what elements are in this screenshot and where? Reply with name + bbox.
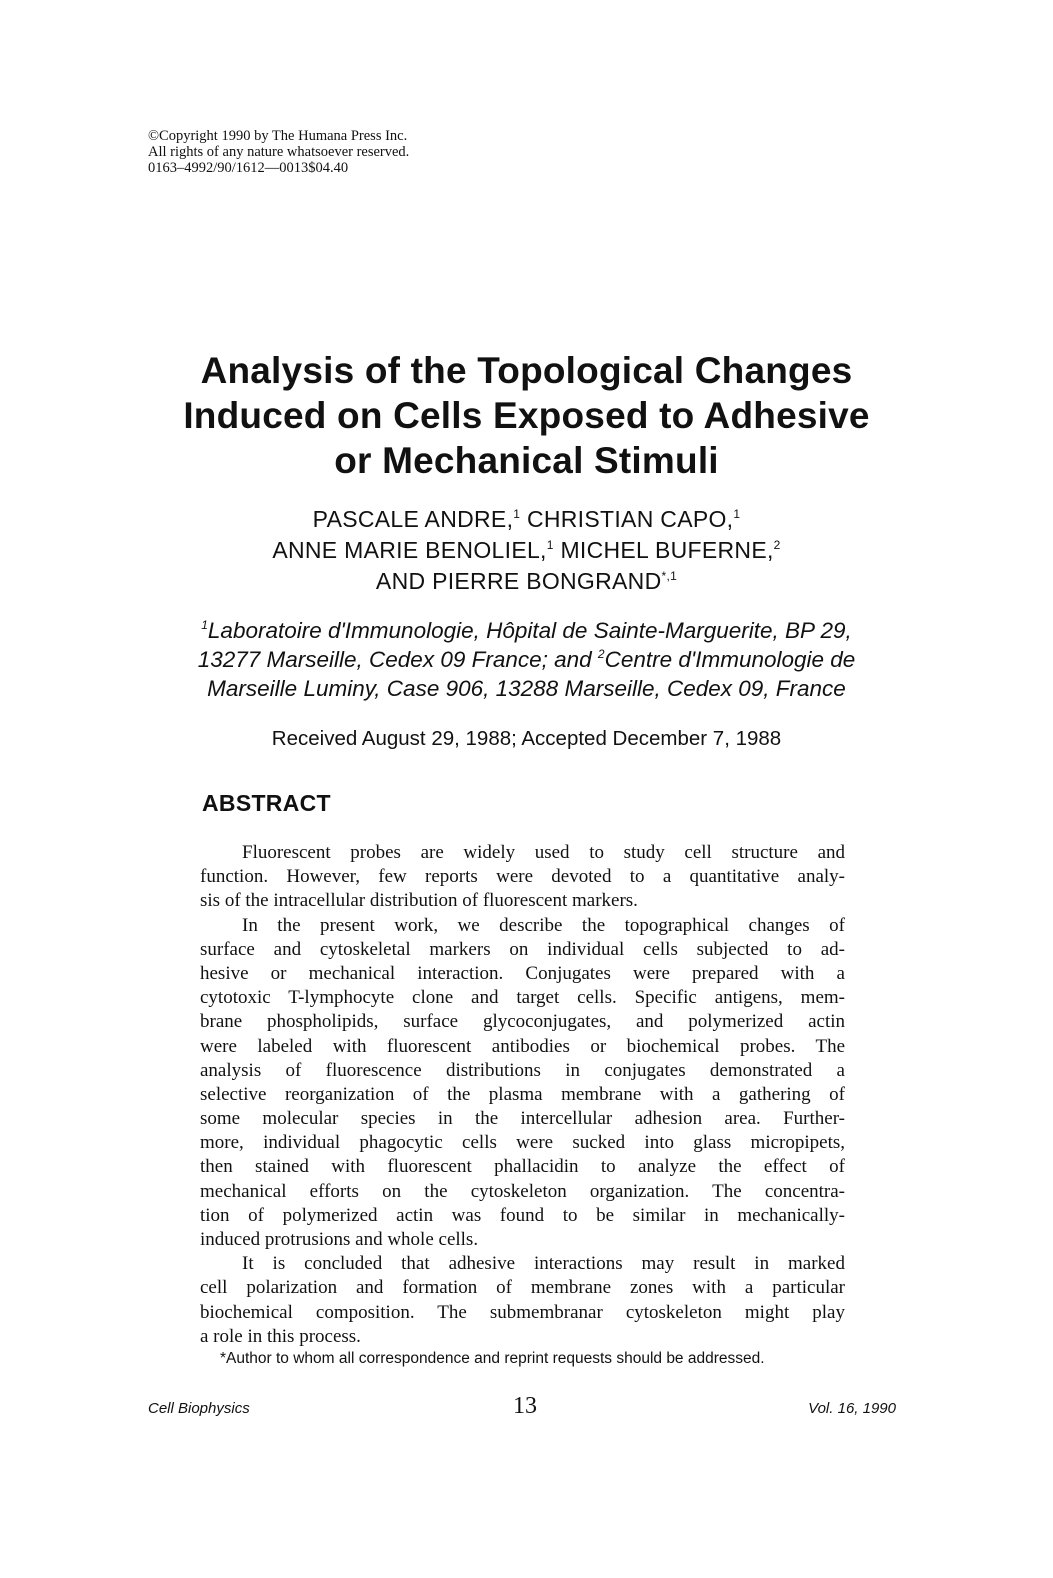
affiliation-marker: 1 [546, 538, 554, 552]
author-line [100, 535, 953, 566]
abstract-line: a role in this process. [200, 1325, 361, 1347]
abstract-line: It is concluded that adhesive interactions may result in marked [242, 1253, 845, 1275]
abstract-line: tion of polymerized actin was found to be similar in mechanically- [200, 1204, 845, 1226]
affiliations [100, 616, 953, 703]
abstract-line: cytotoxic T-lymphocyte clone and target cells. Specific antigens, mem- [200, 987, 845, 1009]
journal-name: Cell Biophysics [148, 1400, 250, 1417]
copyright-line: All rights of any nature whatsoever reserved. [148, 144, 410, 160]
copyright-line: 0163–4992/90/1612—0013$04.40 [148, 160, 349, 176]
abstract-line: function. However, few reports were devoted to a quantitative analy- [200, 866, 845, 888]
volume-info: Vol. 16, 1990 [808, 1400, 896, 1417]
abstract-line: selective reorganization of the plasma membrane with a gathering of [200, 1083, 845, 1105]
abstract-line: sis of the intracellular distribution of fluorescent markers. [200, 890, 638, 912]
affiliation-text: Centre d'Immunologie de [604, 647, 856, 672]
author-name: ANNE MARIE BENOLIEL, [272, 537, 547, 563]
abstract-line: Fluorescent probes are widely used to study cell structure and [242, 842, 845, 863]
affiliation-line: Marseille Luminy, Case 906, 13288 Marseille, Cedex 09, France [207, 676, 846, 701]
abstract-body [200, 841, 845, 1349]
abstract-line: more, individual phagocytic cells were sucked into glass micropipets, [200, 1132, 845, 1154]
paper-title [100, 348, 953, 483]
copyright-notice [148, 128, 409, 176]
author-list [100, 504, 953, 597]
abstract-line: were labeled with fluorescent antibodies or biochemical probes. The [200, 1035, 845, 1057]
abstract-line: induced protrusions and whole cells. [200, 1229, 479, 1250]
abstract-line: some molecular species in the intercellular adhesion area. Further- [200, 1108, 845, 1130]
copyright-line: ©Copyright 1990 by The Humana Press Inc. [148, 128, 408, 144]
corresponding-marker: *,1 [661, 569, 678, 583]
affiliation-line [100, 645, 953, 674]
received-dates: Received August 29, 1988; Accepted December 7, 1988 [271, 727, 782, 750]
abstract-line: hesive or mechanical interaction. Conjugates were prepared with a [200, 962, 845, 984]
author-name: PASCALE ANDRE, [312, 506, 514, 532]
abstract-line: analysis of fluorescence distributions in conjugates demonstrated a [200, 1059, 845, 1081]
affiliation-marker: 2 [773, 538, 781, 552]
affiliation-marker: 1 [201, 618, 208, 632]
abstract-line: brane phospholipids, surface glycoconjugates, and polymerized actin [200, 1011, 845, 1033]
abstract-line: mechanical efforts on the cytoskeleton organization. The concentra- [200, 1180, 845, 1202]
abstract-heading: ABSTRACT [202, 790, 331, 816]
affiliation-marker: 2 [597, 647, 605, 661]
author-name: CHRISTIAN CAPO, [526, 506, 734, 532]
author-line [100, 566, 953, 597]
affiliation-line [100, 616, 953, 645]
affiliation-marker: 1 [733, 507, 741, 521]
affiliation-marker: 1 [513, 507, 521, 521]
title-line: Induced on Cells Exposed to Adhesive [183, 395, 870, 436]
abstract-line: surface and cytoskeletal markers on individual cells subjected to ad- [200, 938, 845, 960]
affiliation-text: Laboratoire d'Immunologie, Hôpital de Sainte-Marguerite, BP 29, [207, 618, 852, 643]
author-line [100, 504, 953, 535]
abstract-line: In the present work, we describe the topographical changes of [242, 914, 845, 936]
author-name: MICHEL BUFERNE, [560, 537, 774, 563]
abstract-line: biochemical composition. The submembranar cytoskeleton might play [200, 1301, 845, 1323]
abstract-line: cell polarization and formation of membrane zones with a particular [200, 1277, 845, 1299]
title-line: or Mechanical Stimuli [334, 440, 719, 481]
correspondence-footnote: *Author to whom all correspondence and reprint requests should be addressed. [220, 1350, 765, 1367]
author-name: AND PIERRE BONGRAND [375, 568, 662, 594]
affiliation-text: 13277 Marseille, Cedex 09 France; and [197, 647, 598, 672]
page-number: 13 [513, 1393, 537, 1419]
title-line: Analysis of the Topological Changes [200, 350, 853, 391]
abstract-line: then stained with fluorescent phallacidin to analyze the effect of [200, 1156, 845, 1178]
